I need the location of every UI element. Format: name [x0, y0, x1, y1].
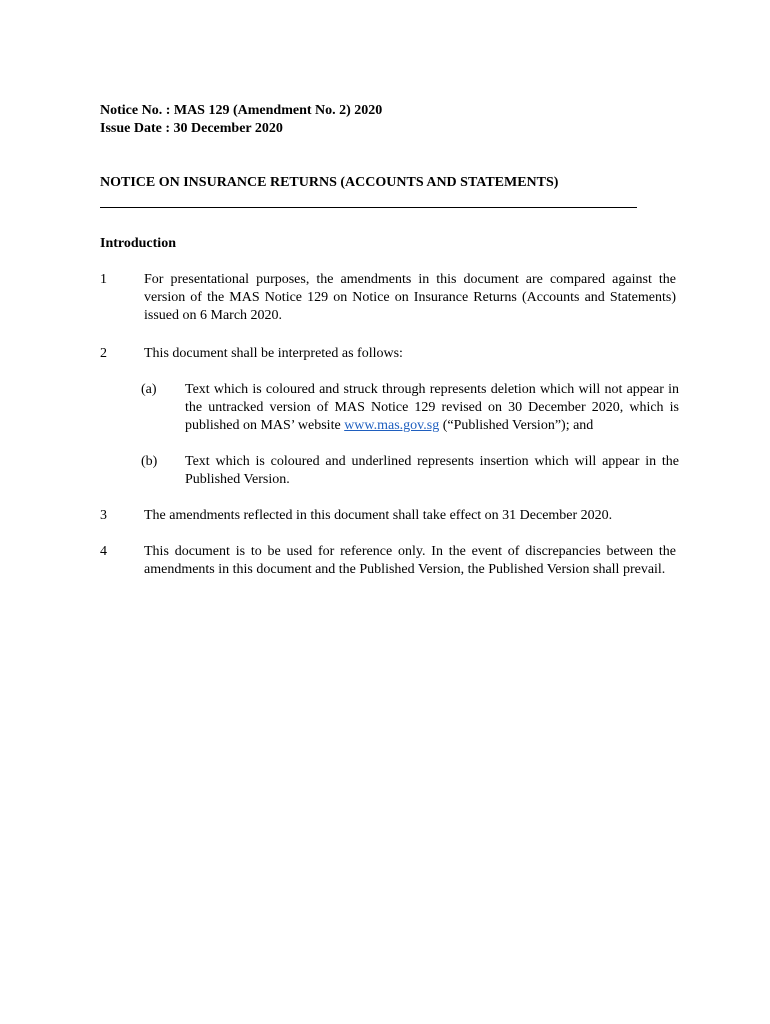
section-heading-introduction: Introduction — [100, 236, 176, 251]
paragraph-text: This document is to be used for reference only. In the event of discrepancies between the amendments in this document and the Published Version, the Published Version shall prevail. — [144, 544, 676, 577]
subparagraph-a — [141, 381, 679, 435]
paragraph-2 — [100, 345, 676, 363]
paragraph-4 — [100, 543, 676, 579]
paragraph-1 — [100, 271, 676, 325]
paragraph-number: 3 — [100, 508, 107, 523]
subparagraph-b — [141, 453, 679, 489]
subparagraph-label: (b) — [141, 454, 158, 469]
notice-header — [100, 102, 382, 138]
paragraph-text: This document shall be interpreted as follows: — [144, 346, 403, 361]
paragraph-number: 2 — [100, 346, 107, 361]
mas-website-link[interactable]: www.mas.gov.sg — [344, 418, 440, 433]
notice-number: Notice No. : MAS 129 (Amendment No. 2) 2020 — [100, 103, 383, 118]
subparagraph-label: (a) — [141, 382, 157, 397]
subparagraph-text-after-link: (“Published Version”); and — [439, 418, 594, 433]
title-underline-rule — [100, 207, 637, 208]
subparagraph-text — [185, 381, 679, 435]
issue-date: Issue Date : 30 December 2020 — [100, 121, 283, 136]
subparagraph-text-before-link: Text which is coloured and struck through represents deletion which will not appear in the untracked version of MAS Notice 129 revised on 30 December 2020, which is published on MAS’ website — [185, 382, 679, 433]
subparagraph-text: Text which is coloured and underlined represents insertion which will appear in the Published Version. — [185, 454, 679, 487]
paragraph-3 — [100, 507, 676, 525]
paragraph-number: 4 — [100, 544, 107, 559]
paragraph-number: 1 — [100, 272, 107, 287]
paragraph-text: For presentational purposes, the amendments in this document are compared against the version of the MAS Notice 129 on Notice on Insurance Returns (Accounts and Statements) issued on 6 March 2020. — [144, 272, 676, 323]
document-title: NOTICE ON INSURANCE RETURNS (ACCOUNTS AND STATEMENTS) — [100, 175, 559, 190]
paragraph-text: The amendments reflected in this document shall take effect on 31 December 2020. — [144, 508, 613, 523]
